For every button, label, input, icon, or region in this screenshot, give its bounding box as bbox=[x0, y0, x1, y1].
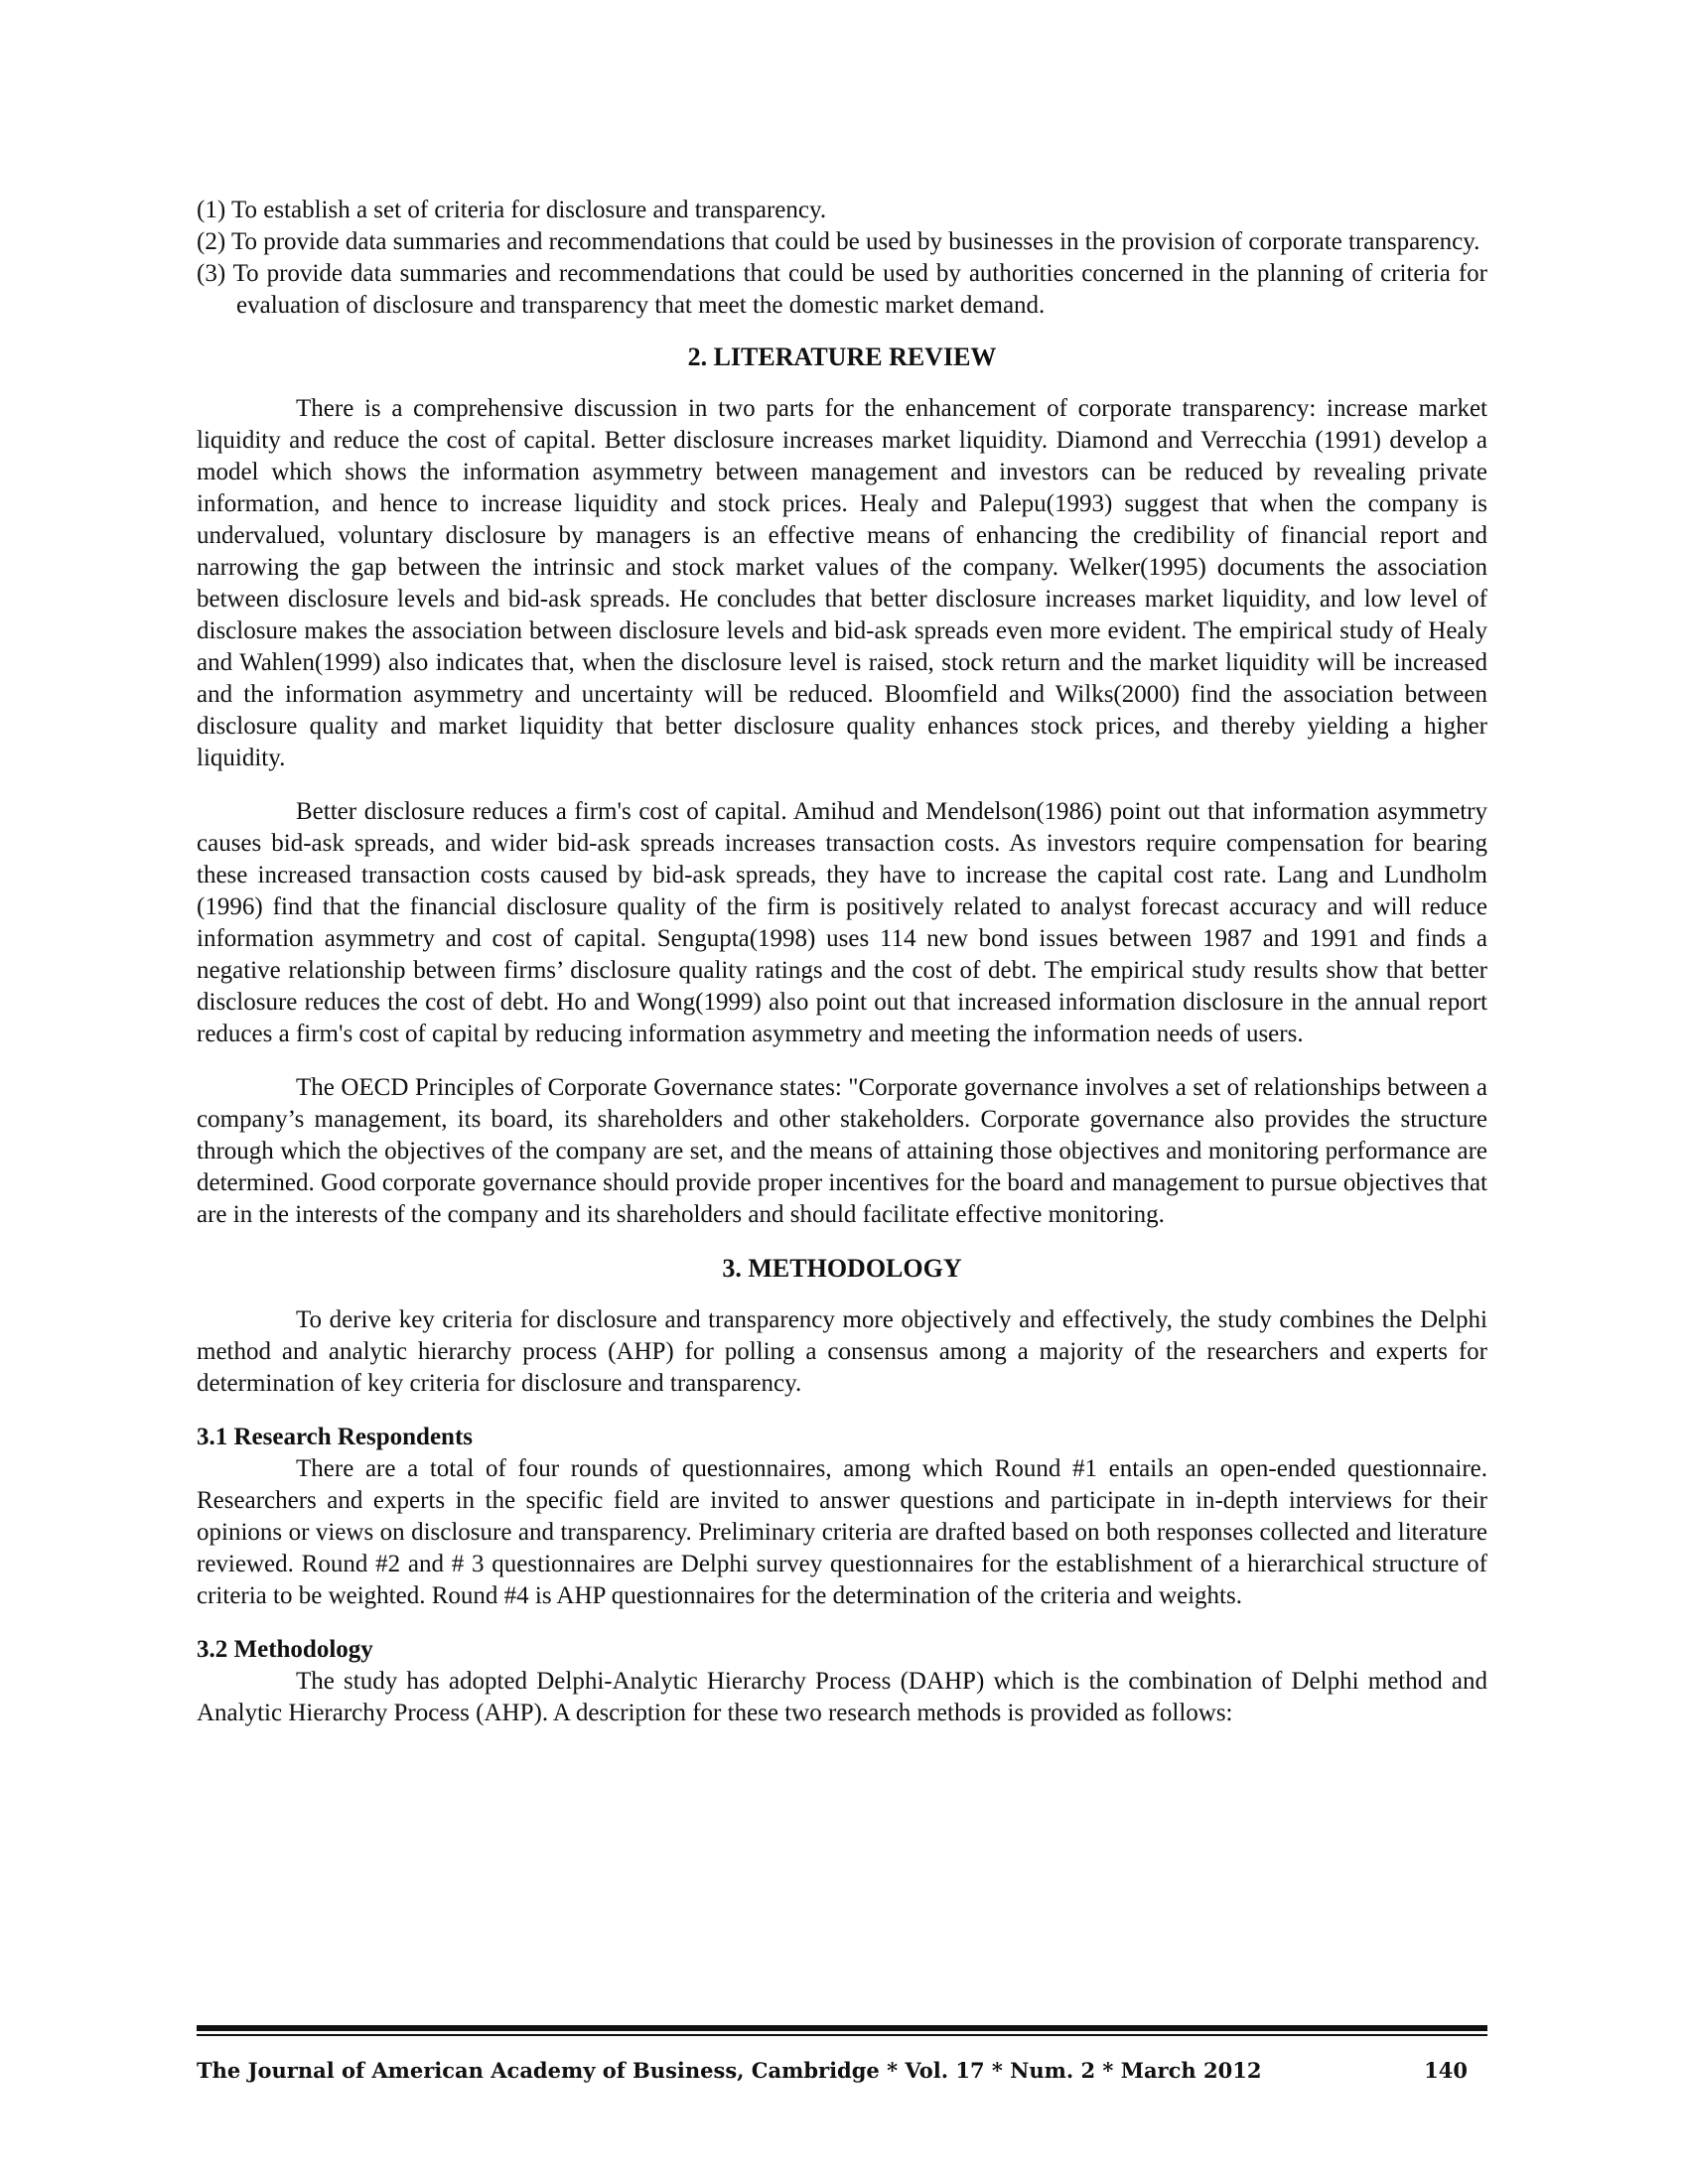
literature-review-heading: 2. LITERATURE REVIEW bbox=[687, 342, 997, 371]
research-respondents-paragraph: There are a total of four rounds of questionnaires, among which Round #1 entails an open-ended questionnaire. Researchers and experts in the specific field are invited to answer questions and participate in in-depth interviews for their opinions or views on disclosure and transparency. Preliminary criteria are drafted based on both responses collected and literature reviewed. Round #2 and # 3 questionnaires are Delphi survey questionnaires for the establishment of a hierarchical structure of criteria to be weighted. Round #4 is AHP questionnaires for the determination of the criteria and weights. bbox=[197, 1455, 1487, 1609]
methodology-paragraph: The study has adopted Delphi-Analytic Hierarchy Process (DAHP) which is the combination of Delphi method and Analytic Hierarchy Process (AHP). A description for these two research methods is provided as follows: bbox=[197, 1668, 1487, 1726]
literature-paragraph: There is a comprehensive discussion in two parts for the enhancement of corporate transparency: increase market liquidity and reduce the cost of capital. Better disclosure increases market liquidity. Diamond and Verrecchia (1991) develop a model which shows the information asymmetry between management and investors can be reduced by revealing private information, and hence to increase liquidity and stock prices. Healy and Palepu(1993) suggest that when the company is undervalued, voluntary disclosure by managers is an effective means of enhancing the credibility of financial report and narrowing the gap between the intrinsic and stock market values of the company. Welker(1995) documents the association between disclosure levels and bid-ask spreads. He concludes that better disclosure increases market liquidity, and low level of disclosure makes the association between disclosure levels and bid-ask spreads even more evident. The empirical study of Healy and Wahlen(1999) also indicates that, when the disclosure level is raised, stock return and the market liquidity will be increased and the information asymmetry and uncertainty will be reduced. Bloomfield and Wilks(2000) find the association between disclosure quality and market liquidity that better disclosure quality enhances stock prices, and thereby yielding a higher liquidity. bbox=[197, 395, 1487, 771]
methodology-intro-paragraph: To derive key criteria for disclosure and transparency more objectively and effectively, the study combines the Delphi method and analytic hierarchy process (AHP) for polling a consensus among a majority of the researchers and experts for determination of key criteria for disclosure and transparency. bbox=[197, 1306, 1487, 1397]
objectives-list bbox=[197, 195, 1487, 322]
methodology-heading: 3. METHODOLOGY bbox=[722, 1254, 962, 1283]
journal-citation: The Journal of American Academy of Business, Cambridge * Vol. 17 * Num. 2 * March 2012 bbox=[197, 2058, 1262, 2083]
methodology-subheading: 3.2 Methodology bbox=[197, 1636, 373, 1663]
footer-rule bbox=[197, 2025, 1487, 2031]
objective-item: (1) To establish a set of criteria for disclosure and transparency. bbox=[197, 197, 827, 223]
objective-item: (2) To provide data summaries and recommendations that could be used by businesses in the provision of corporate transparency. bbox=[197, 228, 1480, 255]
literature-paragraph: Better disclosure reduces a firm's cost of capital. Amihud and Mendelson(1986) point out that information asymmetry causes bid-ask spreads, and wider bid-ask spreads increases transaction costs. As investors require compensation for bearing these increased transaction costs caused by bid-ask spreads, they have to increase the capital cost rate. Lang and Lundholm (1996) find that the financial disclosure quality of the firm is positively related to analyst forecast accuracy and will reduce information asymmetry and cost of capital. Sengupta(1998) uses 114 new bond issues between 1987 and 1991 and finds a negative relationship between firms’ disclosure quality ratings and the cost of debt. The empirical study results show that better disclosure reduces the cost of debt. Ho and Wong(1999) also point out that increased information disclosure in the annual report reduces a firm's cost of capital by reducing information asymmetry and meeting the information needs of users. bbox=[197, 798, 1487, 1047]
objective-item: (3) To provide data summaries and recommendations that could be used by authorities concerned in the planning of criteria for evaluation of disclosure and transparency that meet the domestic market demand. bbox=[197, 260, 1487, 319]
page-footer bbox=[197, 2025, 1487, 2088]
footer-text bbox=[197, 2058, 1487, 2088]
literature-paragraph: The OECD Principles of Corporate Governance states: "Corporate governance involves a set of relationships between a company’s management, its board, its shareholders and other stakeholders. Corporate governance also provides the structure through which the objectives of the company are set, and the means of attaining those objectives and monitoring performance are determined. Good corporate governance should provide proper incentives for the board and management to pursue objectives that are in the interests of the company and its shareholders and should facilitate effective monitoring. bbox=[197, 1074, 1487, 1228]
page-number: 140 bbox=[1424, 2058, 1468, 2083]
page-content bbox=[197, 195, 1487, 1751]
research-respondents-heading: 3.1 Research Respondents bbox=[197, 1424, 474, 1450]
footer-rule bbox=[197, 2034, 1487, 2036]
